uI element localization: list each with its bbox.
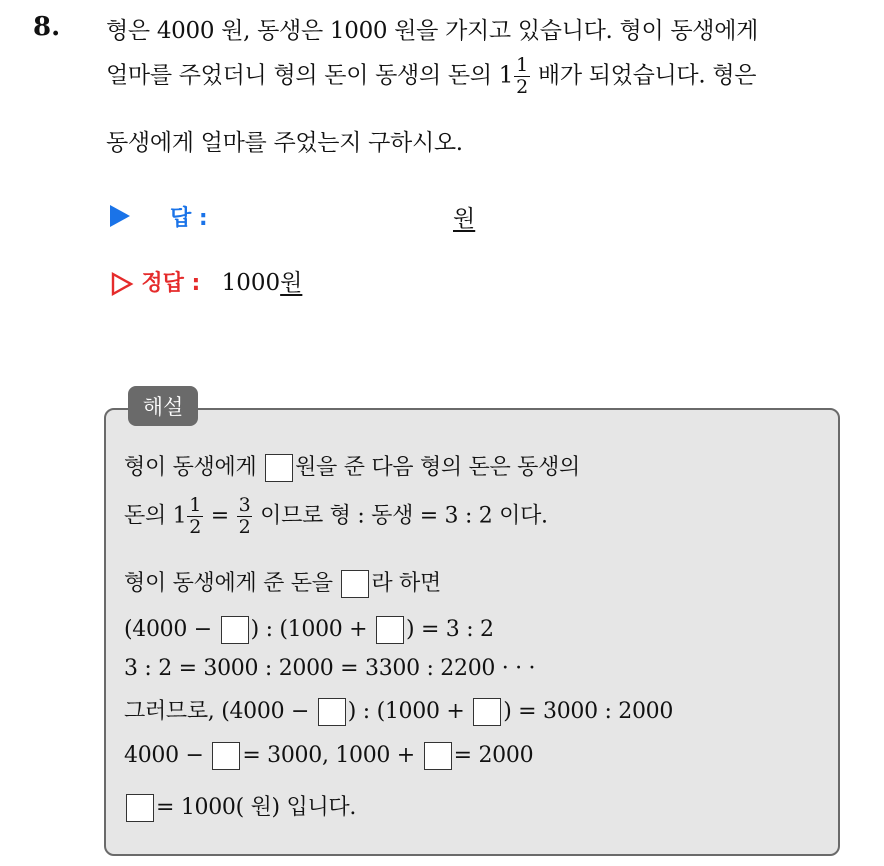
blank-box [318, 698, 346, 726]
blank-box [265, 454, 293, 482]
solution-line-1-b: 원을 준 다음 형의 돈은 동생의 [295, 455, 581, 480]
solution-line-4-b: ) : (1000 + [250, 617, 368, 642]
solution-line-3-b: 라 하면 [371, 571, 441, 596]
solution-line-1 [124, 450, 580, 482]
question-line-1: 형은 4000 원, 동생은 1000 원을 가지고 있습니다. 형이 동생에게 [106, 18, 759, 44]
solution-line-8-text: = 1000( 원) 입니다. [156, 795, 357, 820]
solution-equals: = [210, 503, 229, 529]
correct-answer-unit: 원 [280, 270, 303, 296]
solution-line-6-b: ) : (1000 + [347, 699, 465, 724]
question-line-2-text-a: 얼마를 주었더니 형의 돈이 동생의 돈의 1 [106, 62, 514, 89]
solution-line-7-c: = 2000 [453, 743, 534, 768]
question-line-3: 동생에게 얼마를 주었는지 구하시오. [106, 130, 463, 156]
question-fraction-numerator: 1 [516, 54, 528, 76]
outline-triangle-icon [110, 271, 134, 297]
blank-box [212, 742, 240, 770]
question-fraction-denominator: 2 [516, 76, 528, 98]
solution-line-4-a: (4000 − [124, 617, 212, 642]
solution-fraction-1-numerator: 1 [189, 494, 202, 516]
solution-line-6 [124, 694, 673, 726]
solution-tab: 해설 [128, 386, 198, 426]
solution-line-7 [124, 742, 533, 770]
solution-line-7-b: = 3000, 1000 + [242, 743, 415, 768]
solution-line-8 [124, 790, 356, 822]
solution-line-5: 3 : 2 = 3000 : 2000 = 3300 : 2200 · · · [124, 656, 536, 681]
blank-box [473, 698, 501, 726]
solution-fraction-1 [187, 496, 203, 537]
solution-line-2-a: 돈의 1 [124, 503, 187, 529]
solution-line-2-b: 이므로 형 : 동생 = 3 : 2 이다. [253, 503, 548, 529]
correct-answer-label: 정답 : [141, 271, 201, 296]
solution-line-4-c: ) = 3 : 2 [406, 617, 494, 642]
solution-line-2 [124, 496, 548, 537]
solution-line-6-a: 그러므로, (4000 − [124, 699, 310, 724]
solution-fraction-1-denominator: 2 [189, 516, 202, 538]
blank-box [424, 742, 452, 770]
correct-answer-row [110, 264, 302, 297]
solution-line-4 [124, 616, 494, 644]
answer-blank[interactable] [453, 200, 475, 233]
solution-line-1-a: 형이 동생에게 [124, 455, 257, 480]
answer-label: 답 : [170, 206, 208, 231]
solution-line-3 [124, 566, 441, 598]
solution-fraction-2-numerator: 3 [238, 494, 251, 516]
solution-line-3-a: 형이 동생에게 준 돈을 [124, 571, 333, 596]
question-line-2 [106, 56, 756, 97]
blank-box [376, 616, 404, 644]
blank-box [341, 570, 369, 598]
blank-box [126, 794, 154, 822]
answer-unit: 원 [453, 206, 476, 232]
filled-triangle-icon [110, 205, 130, 227]
question-fraction [514, 56, 530, 97]
question-number: 8. [33, 12, 61, 42]
correct-answer-value: 1000 [221, 270, 281, 296]
solution-line-6-c: ) = 3000 : 2000 [503, 699, 674, 724]
question-line-2-text-b: 배가 되었습니다. 형은 [537, 62, 757, 89]
solution-fraction-2 [237, 496, 253, 537]
answer-row [110, 202, 130, 228]
solution-line-7-a: 4000 − [124, 743, 204, 768]
blank-box [221, 616, 249, 644]
solution-fraction-2-denominator: 2 [238, 516, 251, 538]
